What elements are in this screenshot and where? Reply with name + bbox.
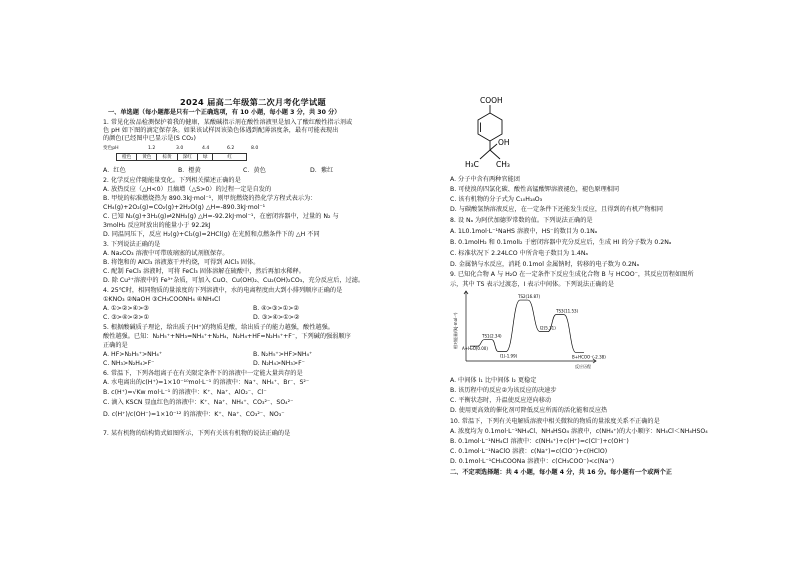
q2-line: CH₄(g)+2O₂(g)=CO₂(g)+2H₂O(g) △H=-890.3kJ·mol⁻¹ (103, 204, 266, 211)
q8-line: B. 0.1molH₂ 和 0.1molI₂ 于密闭容器中充分反应后，生成 HI 的分子数为 0.2Nₐ (450, 239, 672, 246)
q2-line: C. 已知 N₂(g)+3H₂(g)⇌2NH₃(g) △H=-92.2kJ·mol⁻¹，在密闭容器中，过量的 N₂ 与 (103, 213, 339, 220)
energy-point-label: TS1(2.34) (482, 333, 502, 339)
q4-option-c: C. ③>④>②>① (103, 314, 149, 321)
q4-line: ①KNO₃ ②NaOH ③CH₃COONH₄ ④NH₄Cl (103, 296, 221, 303)
q3-line: A. Na₂CO₃ 溶液中可带玻璃塞的试剂瓶保存。 (103, 250, 229, 257)
ch3-right-label: CH₃ (496, 160, 510, 169)
ph-color-table (116, 153, 247, 161)
q5-option-b: B. N₂H₅⁺>HF>NH₄⁺ (253, 351, 313, 358)
q10-line: B. 0.1mol·L⁻¹NH₄Cl 溶液中：c(NH₄⁺)+c(H⁺)=c(Cl⁻)+c(OH⁻) (450, 438, 629, 445)
q10-line: 10. 常温下，下列有关电解质溶液中相关微粒的物质的量浓度关系不正确的是 (450, 418, 660, 425)
q1-line: 的颜色(已经图中已显示是(S CO₂) (103, 135, 196, 142)
q7-option-b: B. 可使溴的四氯化碳、酸性高锰酸钾溶液褪色，褪色原理相同 (450, 186, 620, 193)
ph-color-cell: 绿 (197, 154, 213, 161)
section-2-heading: 二、不定项选择题：共 4 小题，每小题 4 分，共 16 分。每小题有一个或两个正 (450, 469, 672, 476)
q7-structure-diagram (452, 93, 562, 173)
q3-line: D. 除 Cu²⁺溶液中的 Fe³⁺杂质，可加入 CuO、Cu(OH)₂、Cu₂(OH)₂CO₃，充分反应后，过滤。 (103, 277, 365, 284)
q1-line: 1. 常见化妆品检测保护着我的健康，某酸碱指示剂在酸性溶液里是加入了酸红酸性指示剂或 (103, 119, 353, 126)
ph-color-cell: 棕黄 (157, 154, 177, 161)
q2-line: 2. 化学反应伴随能量变化。下列相关描述正确的是 (103, 177, 241, 184)
q7-option-d: D. 与碳酸氢钠溶液反应，在一定条件下还能发生反应，且得到的有机产物相同 (450, 206, 663, 213)
q2-line: 3molH₂ 反应时放出的能量小于 92.2kJ (103, 222, 211, 229)
q5-line: 5. 根据酸碱质子理论，给出质子(H⁺)的物质是酸，给出质子的能力越强，酸性越强。 (103, 324, 334, 331)
ph-value: 3.0 (176, 146, 184, 151)
ph-value: 1.2 (148, 146, 156, 151)
q10-line: D. 0.1mol·L⁻¹CH₃COONa 溶液中：c(CH₃COO⁻)<c(Na⁺) (450, 458, 614, 465)
ph-color-cell: 红 (213, 154, 247, 161)
q7-option-a: A. 分子中含有两种官能团 (450, 176, 520, 183)
q2-line: B. 甲烷的标准燃烧热为 890.3kJ·mol⁻¹，则甲烷燃烧的热化学方程式表示为： (103, 195, 317, 202)
energy-point-label: TS2(16.87) (518, 294, 541, 300)
q5-option-c: C. NH₃>N₂H₄>F⁻ (103, 360, 155, 367)
q1-line: 色 pH 如下图的滴定保存条。如果该试样因该染色体遇到配薄溶度条，最有可能表现出 (103, 127, 339, 134)
q6-line: C. 滴入 KSCN 显血红色的溶液中：K⁺、Na⁺、NH₄⁺、CO₃²⁻、SO₄²⁻ (103, 399, 294, 406)
q4-option-b: B. ④>③>①>② (253, 305, 299, 312)
q8-line: 8. 设 Nₐ 为阿伏加德罗常数的值。下列说法正确的是 (450, 217, 593, 224)
q8-line: C. 标准状况下 2.24LCO 中所含电子数目为 1.4Nₐ (450, 250, 588, 257)
q10-line: A. 浓度均为 0.1mol·L⁻¹NH₄Cl、NH₄HSO₄ 溶液中，c(NH₄⁺)的大小顺序：NH₄Cl＜NH₄HSO₄ (450, 428, 708, 435)
q9-option-c: C. 平衡状态时，升温使反应逆向移动 (450, 397, 552, 404)
q8-line: A. 1L0.1mol·L⁻¹NaHS 溶液中，HS⁻的数目为 0.1Nₐ (450, 228, 598, 235)
q4-option-a: A. ①>②>④>③ (103, 305, 149, 312)
q9-option-d: D. 使用更高效的催化剂可降低反应所需的活化能和反应热 (450, 407, 608, 414)
diagram-x-label: 反应历程 (575, 364, 591, 369)
q3-line: C. 配制 FeCl₃ 溶液时，可将 FeCl₃ 固体溶解在硫酸中，然后再加水稀释。 (103, 268, 305, 275)
q9-line: 9. 已知化合物 A 与 H₂O 在一定条件下反应生成化合物 B 与 HCOO⁻，其反应历程如图所 (450, 271, 694, 278)
q3-line: B. 将饱和的 AlCl₃ 溶液蒸干并灼烧，可得到 AlCl₃ 固体。 (103, 259, 260, 266)
cooh-label: COOH (480, 96, 503, 105)
diagram-marks (462, 294, 606, 360)
q2-line: A. 放热反应（△H<0）且熵增（△S>0）的过程一定是自发的 (103, 186, 272, 193)
q9-option-b: B. 该历程中的反应②为该反应的决速步 (450, 387, 557, 394)
q9-option-a: A. 中间体 I₁ 比中间体 I₂ 更稳定 (450, 377, 537, 384)
ring-bonds (478, 105, 502, 159)
q6-line: A. 水电离出的c(H⁺)=1×10⁻¹⁰mol·L⁻¹ 的溶液中：Na⁺、NH₄⁺、Br⁻、S²⁻ (103, 379, 310, 386)
ph-color-cell: 深红 (177, 154, 197, 161)
ph-color-cell: 黄色 (137, 154, 157, 161)
q6-line: D. c(H⁺)/c(OH⁻)=1×10⁻¹² 的溶液中：K⁺、Na⁺、CO₃²⁻、NO₃⁻ (103, 411, 285, 418)
exam-title: 2024 届高二年级第二次月考化学试题 (180, 97, 326, 107)
q4-line: 4. 25℃时，相同物质的量浓度的下列溶液中，水的电离程度由大到小排列顺序正确的是 (103, 287, 343, 294)
section-1-heading: 一、单选题（每小题都是只有一个正确选项，有 10 小题，每小题 3 分，共 30 分） (108, 109, 341, 116)
ph-value: 4.4 (202, 146, 210, 151)
q5-line: 酸性越强。已知：N₂H₅⁺+NH₃=NH₄⁺+N₂H₄，N₂H₄+HF=N₂H₅⁺+F⁻，下列碱的强弱顺序 (103, 333, 351, 340)
ph-scale-label: 变色pH (103, 146, 119, 151)
energy-profile-diagram (452, 289, 606, 369)
diagram-y-label: 相对能量/(kJ·mol⁻¹) (453, 312, 458, 349)
ch3-left-label: H₃C (465, 160, 479, 169)
q9-line: 示，其中 TS 表示过渡态，I 表示中间体。下列说法正确的是 (450, 281, 614, 288)
q8-line: D. 金属钠与水反应，消耗 0.1mol 金属钠时，转移的电子数为 0.2Nₐ (450, 261, 639, 268)
q1-option-c: C．黄色 (243, 167, 266, 174)
q6-line: B. c(H⁺)=√Kw mol·L⁻¹ 的溶液中：K⁺、Na⁺、AlO₂⁻、Cl⁻ (103, 389, 267, 396)
q2-line: D. 同温同压下，反应 H₂(g)+Cl₂(g)=2HCl(g) 在光照和点燃条件下的 △H 不同 (103, 231, 320, 238)
q1-option-a: A．红色 (103, 167, 126, 174)
energy-point-label: B+HCOO⁻(-2.38) (572, 354, 606, 360)
energy-point-label: I2(5.31) (540, 325, 556, 331)
q1-option-d: D．紫红 (310, 167, 334, 174)
q4-option-d: D. ③>④>①>② (253, 314, 300, 321)
ph-color-cell: 橙色 (117, 154, 137, 161)
ph-value: 8.0 (251, 146, 259, 151)
energy-point-label: A+H₂O(0.00) (462, 346, 488, 352)
q6-line: 6. 常温下，下列各组离子在有关限定条件下的溶液中一定能大量共存的是 (103, 370, 303, 377)
q5-line: 正确的是 (103, 342, 128, 349)
energy-point-label: TS3(11.53) (556, 308, 579, 314)
q1-option-b: B．橙黄 (178, 167, 201, 174)
oh-label: OH (498, 138, 510, 147)
q5-option-a: A. HF>N₂H₅⁺>NH₄⁺ (103, 351, 163, 358)
q5-option-d: D. N₂H₄>NH₃>F⁻ (253, 360, 305, 367)
q7-option-c: C. 该有机物的分子式为 C₁₀H₁₈O₃ (450, 196, 543, 203)
energy-point-label: I1(-1.99) (500, 353, 518, 359)
ph-value: 6.2 (227, 146, 235, 151)
q10-line: C. 0.1mol·L⁻¹NaClO 溶液：c(Na⁺)=c(ClO⁻)+c(HClO) (450, 448, 608, 455)
q7-stem: 7. 某有机物的结构简式如图所示，下列有关该有机物的说法正确的是 (103, 430, 291, 437)
q3-line: 3. 下列说法正确的是 (103, 241, 161, 248)
